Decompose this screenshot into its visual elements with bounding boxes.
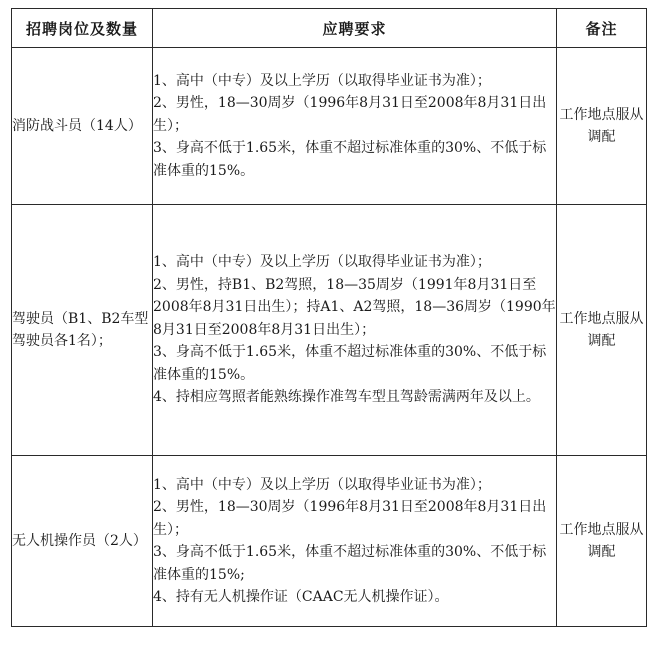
remarks-cell: 工作地点服从调配	[557, 456, 647, 627]
requirement-item: 4、持相应驾照者能熟练操作准驾车型且驾龄需满两年及以上。	[153, 389, 540, 406]
requirement-item: 1、高中（中专）及以上学历（以取得毕业证书为准）；	[153, 254, 491, 271]
header-position: 招聘岗位及数量	[12, 9, 153, 48]
table-row	[12, 48, 647, 205]
requirement-item: 2、男性，持B1、B2驾照，18—35周岁（1991年8月31日至2008年8月31日出生）；持A1、A2驾照，18—36周岁（1990年8月31日至2008年8月31日出生）；	[153, 276, 556, 338]
position-cell: 驾驶员（B1、B2车型驾驶员各1名）；	[12, 205, 153, 456]
remarks-cell: 工作地点服从调配	[557, 48, 647, 205]
remarks-cell: 工作地点服从调配	[557, 205, 647, 456]
requirement-item: 4、持有无人机操作证（CAAC无人机操作证）。	[153, 589, 449, 605]
position-cell: 消防战斗员（14人）	[12, 48, 153, 205]
requirements-cell	[153, 205, 557, 456]
requirement-item: 1、高中（中专）及以上学历（以取得毕业证书为准）；	[153, 72, 491, 89]
header-requirements: 应聘要求	[153, 9, 557, 48]
requirements-cell	[153, 456, 557, 627]
requirement-item: 3、身高不低于1.65米，体重不超过标准体重的30%、不低于标准体重的15%。	[153, 140, 547, 179]
requirement-item: 2、男性，18—30周岁（1996年8月31日至2008年8月31日出生）；	[153, 499, 547, 538]
requirement-item: 3、身高不低于1.65米，体重不超过标准体重的30%、不低于标准体重的15%。	[153, 344, 547, 383]
position-cell: 无人机操作员（2人）	[12, 456, 153, 627]
requirement-item: 2、男性，18—30周岁（1996年8月31日至2008年8月31日出生）；	[153, 95, 547, 134]
table-row	[12, 456, 647, 627]
header-row	[12, 9, 647, 48]
recruitment-table	[11, 8, 647, 627]
requirements-cell	[153, 48, 557, 205]
table-row	[12, 205, 647, 456]
header-remarks: 备注	[557, 9, 647, 48]
requirement-item: 1、高中（中专）及以上学历（以取得毕业证书为准）；	[153, 476, 491, 493]
requirement-item: 3、身高不低于1.65米，体重不超过标准体重的30%、不低于标准体重的15%;	[153, 544, 547, 583]
